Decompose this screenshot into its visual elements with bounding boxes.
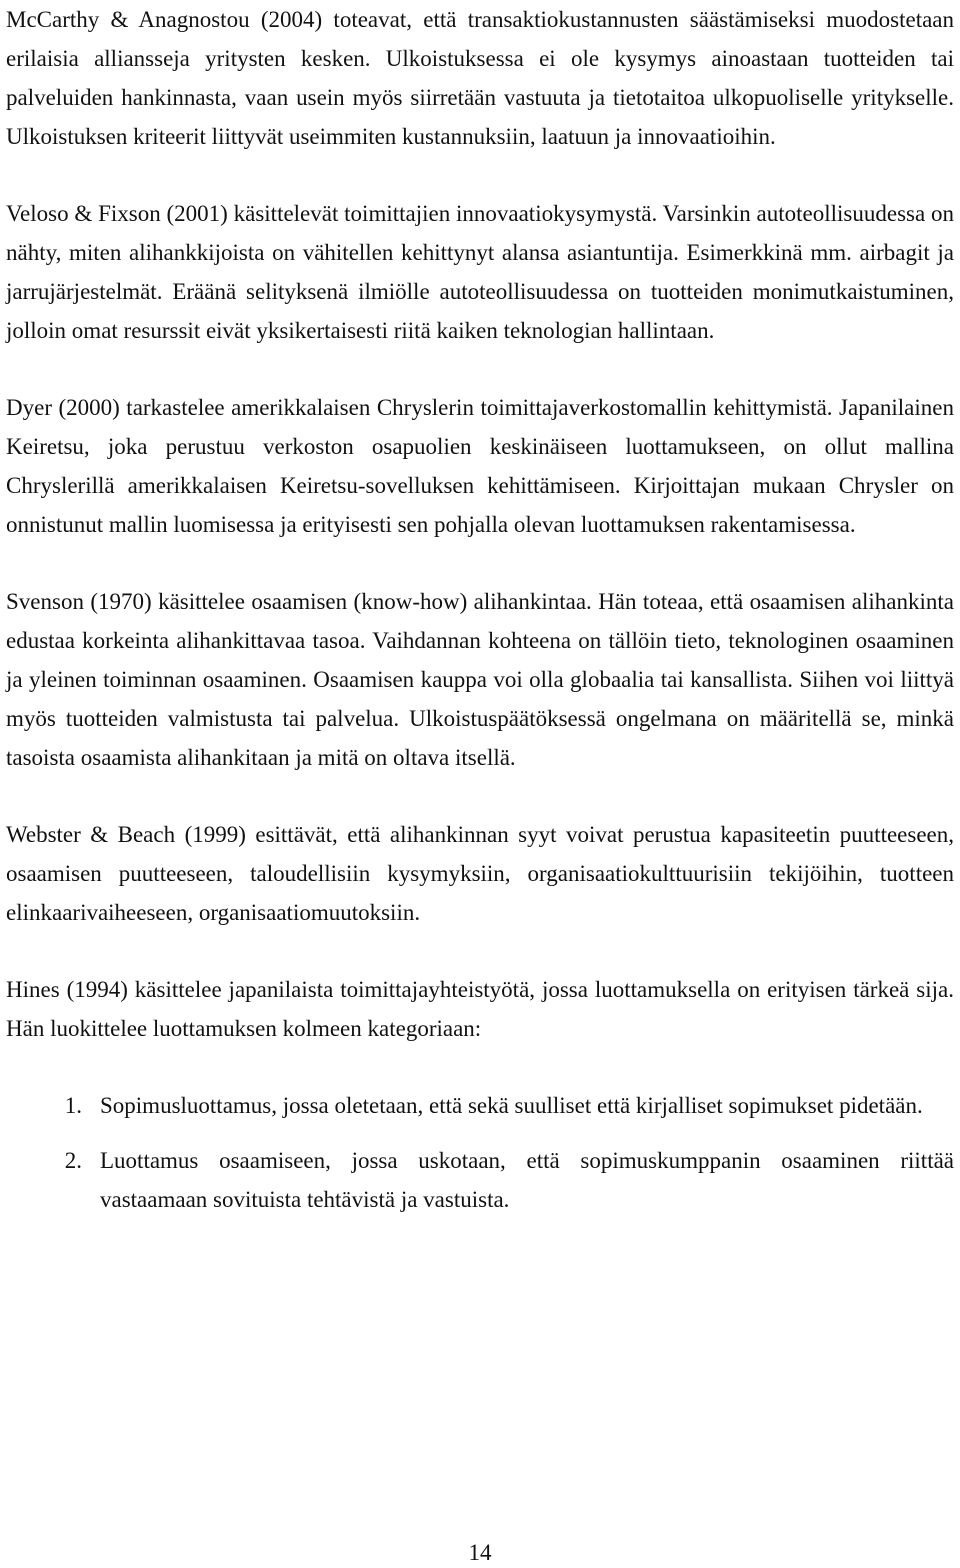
paragraph-veloso: Veloso & Fixson (2001) käsittelevät toimittajien innovaatiokysymystä. Varsinkin autoteollisuudessa on nähty, miten alihankkijoista on vähitellen kehittynyt alansa asiantuntija. Esimerkkinä mm. airbagit ja jarrujärjestelmät. Eräänä selityksenä ilmiölle autoteollisuudessa on tuotteiden monimutkaistuminen, jolloin omat resurssit eivät yksikertaisesti riitä kaiken teknologian hallintaan. [6,201,954,343]
paragraph-hines: Hines (1994) käsittelee japanilaista toimittajayhteistyötä, jossa luottamuksella on erityisen tärkeä sija. Hän luokittelee luottamuksen kolmeen kategoriaan: [6,977,954,1041]
list-item [6,1086,954,1125]
document-page [6,0,954,1219]
paragraph-dyer: Dyer (2000) tarkastelee amerikkalaisen Chryslerin toimittajaverkostomallin kehittymistä. Japanilainen Keiretsu, joka perustuu verkoston osapuolien keskinäiseen luottamukseen, on ollut mallina Chryslerillä amerikkalaisen Keiretsu-sovelluksen kehittämiseen. Kirjoittajan mukaan Chrysler on onnistunut mallin luomisessa ja erityisesti sen pohjalla olevan luottamuksen rakentamisessa. [6,395,954,537]
list-item-text: Luottamus osaamiseen, jossa uskotaan, että sopimuskumppanin osaaminen riittää vastaamaan sovituista tehtävistä ja vastuista. [100,1148,954,1212]
list-item-text: Sopimusluottamus, jossa oletetaan, että sekä suulliset että kirjalliset sopimukset pidetään. [100,1093,923,1118]
list-item-number: 2. [64,1148,82,1173]
paragraph-svenson: Svenson (1970) käsittelee osaamisen (know-how) alihankintaa. Hän toteaa, että osaamisen alihankinta edustaa korkeinta alihankittavaa tasoa. Vaihdannan kohteena on tällöin tieto, teknologinen osaaminen ja yleinen toiminnan osaaminen. Osaamisen kauppa voi olla globaalia tai kansallista. Siihen voi liittyä myös tuotteiden valmistusta tai palvelua. Ulkoistuspäätöksessä ongelmana on määritellä se, minkä tasoista osaamista alihankitaan ja mitä on oltava itsellä. [6,589,954,770]
paragraph-webster: Webster & Beach (1999) esittävät, että alihankinnan syyt voivat perustua kapasiteetin puutteeseen, osaamisen puutteeseen, taloudellisiin kysymyksiin, organisaatiokulttuurisiin tekijöihin, tuotteen elinkaarivaiheeseen, organisaatiomuutoksiin. [6,822,954,925]
list-item [6,1141,954,1219]
paragraph-mccarthy: McCarthy & Anagnostou (2004) toteavat, että transaktiokustannusten säästämiseksi muodostetaan erilaisia alliansseja yritysten kesken. Ulkoistuksessa ei ole kysymys ainoastaan tuotteiden tai palveluiden hankinnasta, vaan usein myös siirretään vastuuta ja tietotaitoa ulkopuoliselle yritykselle. Ulkoistuksen kriteerit liittyvät useimmiten kustannuksiin, laatuun ja innovaatioihin. [6,7,954,149]
list-item-number: 1. [64,1093,82,1118]
trust-categories-list [6,1086,954,1219]
page-number: 14 [468,1540,492,1565]
